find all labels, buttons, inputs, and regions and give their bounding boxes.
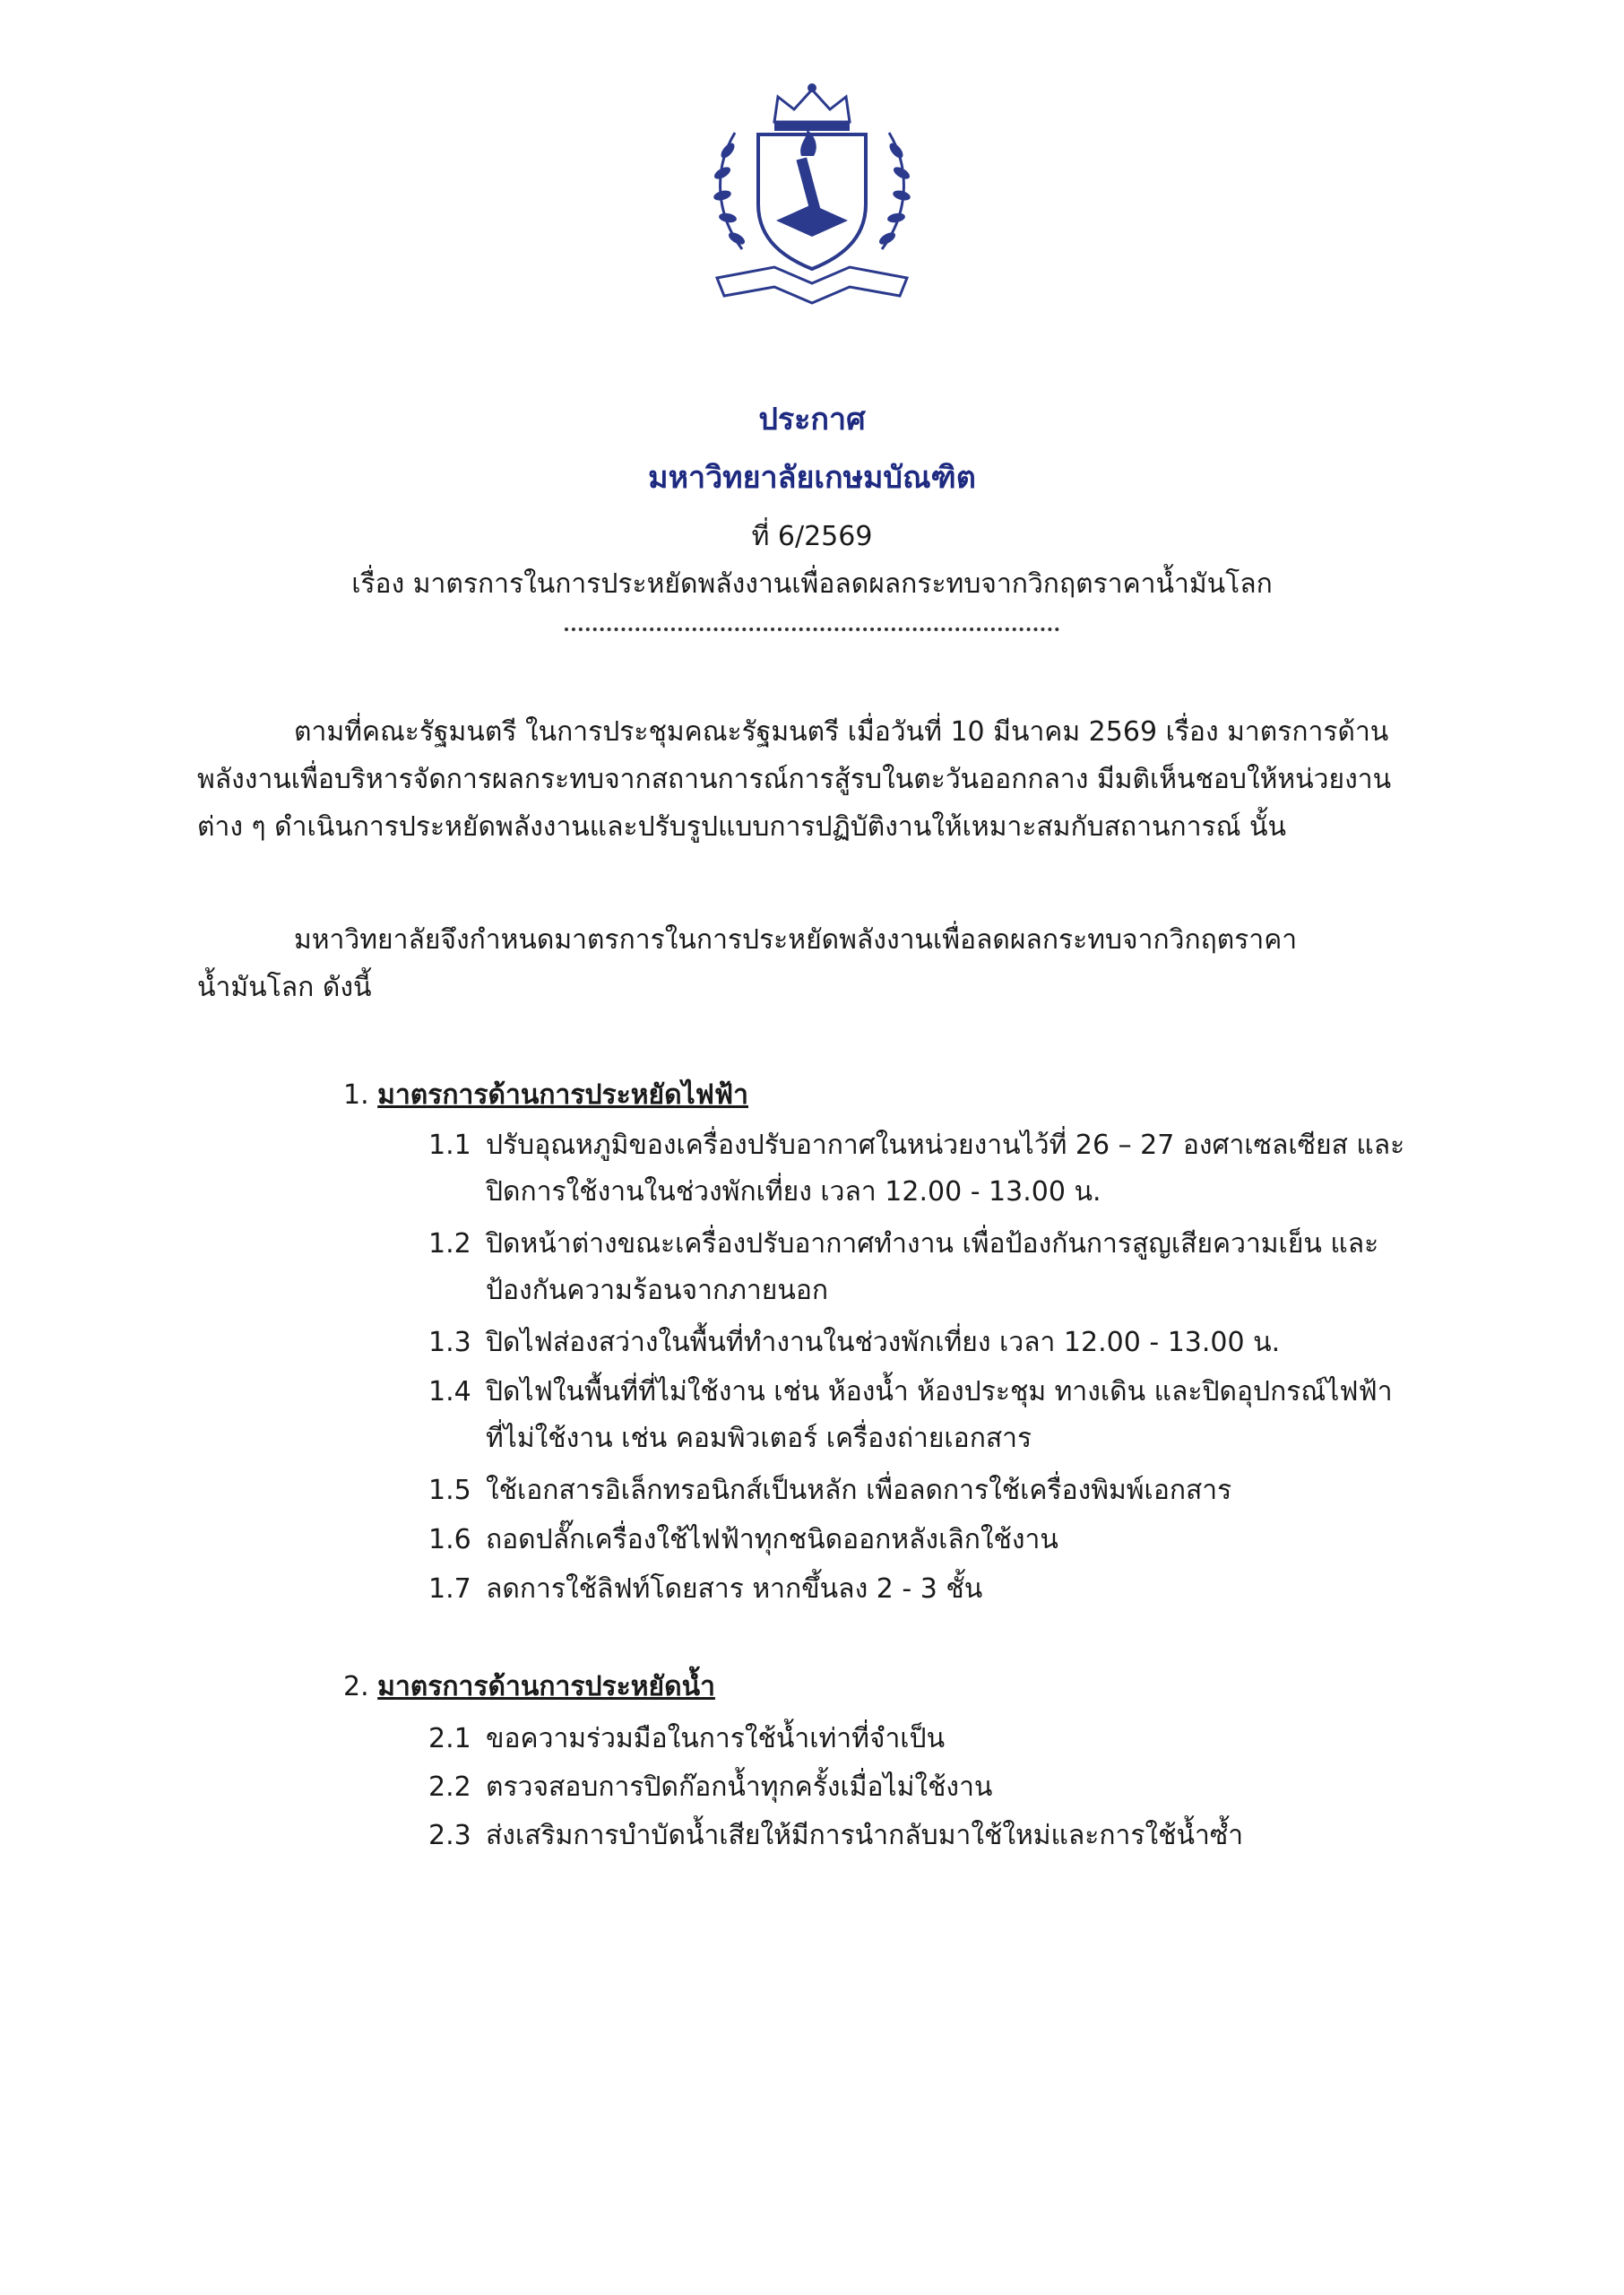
section-title: มาตรการด้านการประหยัดน้ำ xyxy=(377,1671,715,1702)
list-item xyxy=(428,1764,992,1811)
university-seal-logo xyxy=(688,70,936,316)
item-text: ปิดไฟในพื้นที่ที่ไม่ใช้งาน เช่น ห้องน้ำ ห้องประชุม ทางเดิน และปิดอุปกรณ์ไฟฟ้า xyxy=(486,1376,1393,1407)
section-heading xyxy=(343,1666,715,1708)
item-number: 2.3 xyxy=(428,1820,471,1851)
item-text: ลดการใช้ลิฟท์โดยสาร หากขึ้นลง 2 - 3 ชั้น xyxy=(486,1573,983,1605)
item-text: ถอดปลั๊กเครื่องใช้ไฟฟ้าทุกชนิดออกหลังเลิกใช้งาน xyxy=(486,1524,1058,1555)
paragraph-line: ต่าง ๆ ดำเนินการประหยัดพลังงานและปรับรูปแบบการปฏิบัติงานให้เหมาะสมกับสถานการณ์ นั้น xyxy=(197,811,1287,843)
section-number: 2. xyxy=(343,1671,369,1702)
paragraph-line: ตามที่คณะรัฐมนตรี ในการประชุมคณะรัฐมนตรี เมื่อวันที่ 10 มีนาคม 2569 เรื่อง มาตรการด้าน xyxy=(294,716,1389,748)
item-number: 1.7 xyxy=(428,1573,471,1605)
item-number: 1.5 xyxy=(428,1475,471,1506)
section-heading xyxy=(343,1074,748,1116)
item-number: 1.3 xyxy=(428,1327,471,1358)
announcement-title: ประกาศ xyxy=(758,402,866,437)
item-text: ใช้เอกสารอิเล็กทรอนิกส์เป็นหลัก เพื่อลดการใช้เครื่องพิมพ์เอกสาร xyxy=(486,1475,1232,1506)
paragraph-line: พลังงานเพื่อบริหารจัดการผลกระทบจากสถานการณ์การสู้รบในตะวันออกกลาง มีมติเห็นชอบให้หน่วยงาน xyxy=(197,764,1392,795)
section-number: 1. xyxy=(343,1079,369,1111)
dotted-divider xyxy=(565,628,1059,631)
item-text: ปรับอุณหภูมิของเครื่องปรับอากาศในหน่วยงานไว้ที่ 26 – 27 องศาเซลเซียส และ xyxy=(486,1130,1405,1161)
item-text: ปิดหน้าต่างขณะเครื่องปรับอากาศทำงาน เพื่อป้องกันการสูญเสียความเย็น และ xyxy=(486,1228,1379,1260)
university-name: มหาวิทยาลัยเกษมบัณฑิต xyxy=(648,460,976,496)
list-item xyxy=(428,1468,1231,1514)
item-text: ตรวจสอบการปิดก๊อกน้ำทุกครั้งเมื่อไม่ใช้งาน xyxy=(486,1771,993,1803)
paragraph-line: มหาวิทยาลัยจึงกำหนดมาตรการในการประหยัดพลังงานเพื่อลดผลกระทบจากวิกฤตราคา xyxy=(294,924,1298,956)
item-number: 2.1 xyxy=(428,1723,471,1754)
announcement-subject: เรื่อง มาตรการในการประหยัดพลังงานเพื่อลดผลกระทบจากวิกฤตราคาน้ำมันโลก xyxy=(351,568,1273,600)
list-item xyxy=(428,1122,1404,1216)
item-number: 2.2 xyxy=(428,1771,471,1803)
section-title: มาตรการด้านการประหยัดไฟฟ้า xyxy=(377,1079,748,1111)
item-text: ป้องกันความร้อนจากภายนอก xyxy=(486,1275,829,1306)
item-text: ปิดการใช้งานในช่วงพักเที่ยง เวลา 12.00 - 13.00 น. xyxy=(486,1176,1101,1208)
intro-paragraph-1 xyxy=(197,708,1430,851)
list-item xyxy=(428,1813,1243,1859)
announcement-number: ที่ 6/2569 xyxy=(751,521,873,552)
item-number: 1.4 xyxy=(428,1376,471,1407)
list-item xyxy=(428,1369,1393,1462)
list-item xyxy=(428,1566,982,1613)
item-text: ส่งเสริมการบำบัดน้ำเสียให้มีการนำกลับมาใช้ใหม่และการใช้น้ำซ้ำ xyxy=(486,1820,1244,1851)
list-item xyxy=(428,1716,945,1762)
item-number: 1.6 xyxy=(428,1524,471,1555)
item-text: ที่ไม่ใช้งาน เช่น คอมพิวเตอร์ เครื่องถ่ายเอกสาร xyxy=(486,1423,1032,1454)
paragraph-line: น้ำมันโลก ดังนี้ xyxy=(197,972,372,1003)
item-text: ปิดไฟส่องสว่างในพื้นที่ทำงานในช่วงพักเที่ยง เวลา 12.00 - 13.00 น. xyxy=(486,1327,1281,1358)
intro-paragraph-2 xyxy=(197,916,1430,1011)
item-text: ขอความร่วมมือในการใช้น้ำเท่าที่จำเป็น xyxy=(486,1723,946,1754)
item-number: 1.2 xyxy=(428,1228,471,1260)
item-number: 1.1 xyxy=(428,1130,471,1161)
list-item xyxy=(428,1320,1280,1366)
list-item xyxy=(428,1517,1058,1563)
list-item xyxy=(428,1221,1378,1314)
